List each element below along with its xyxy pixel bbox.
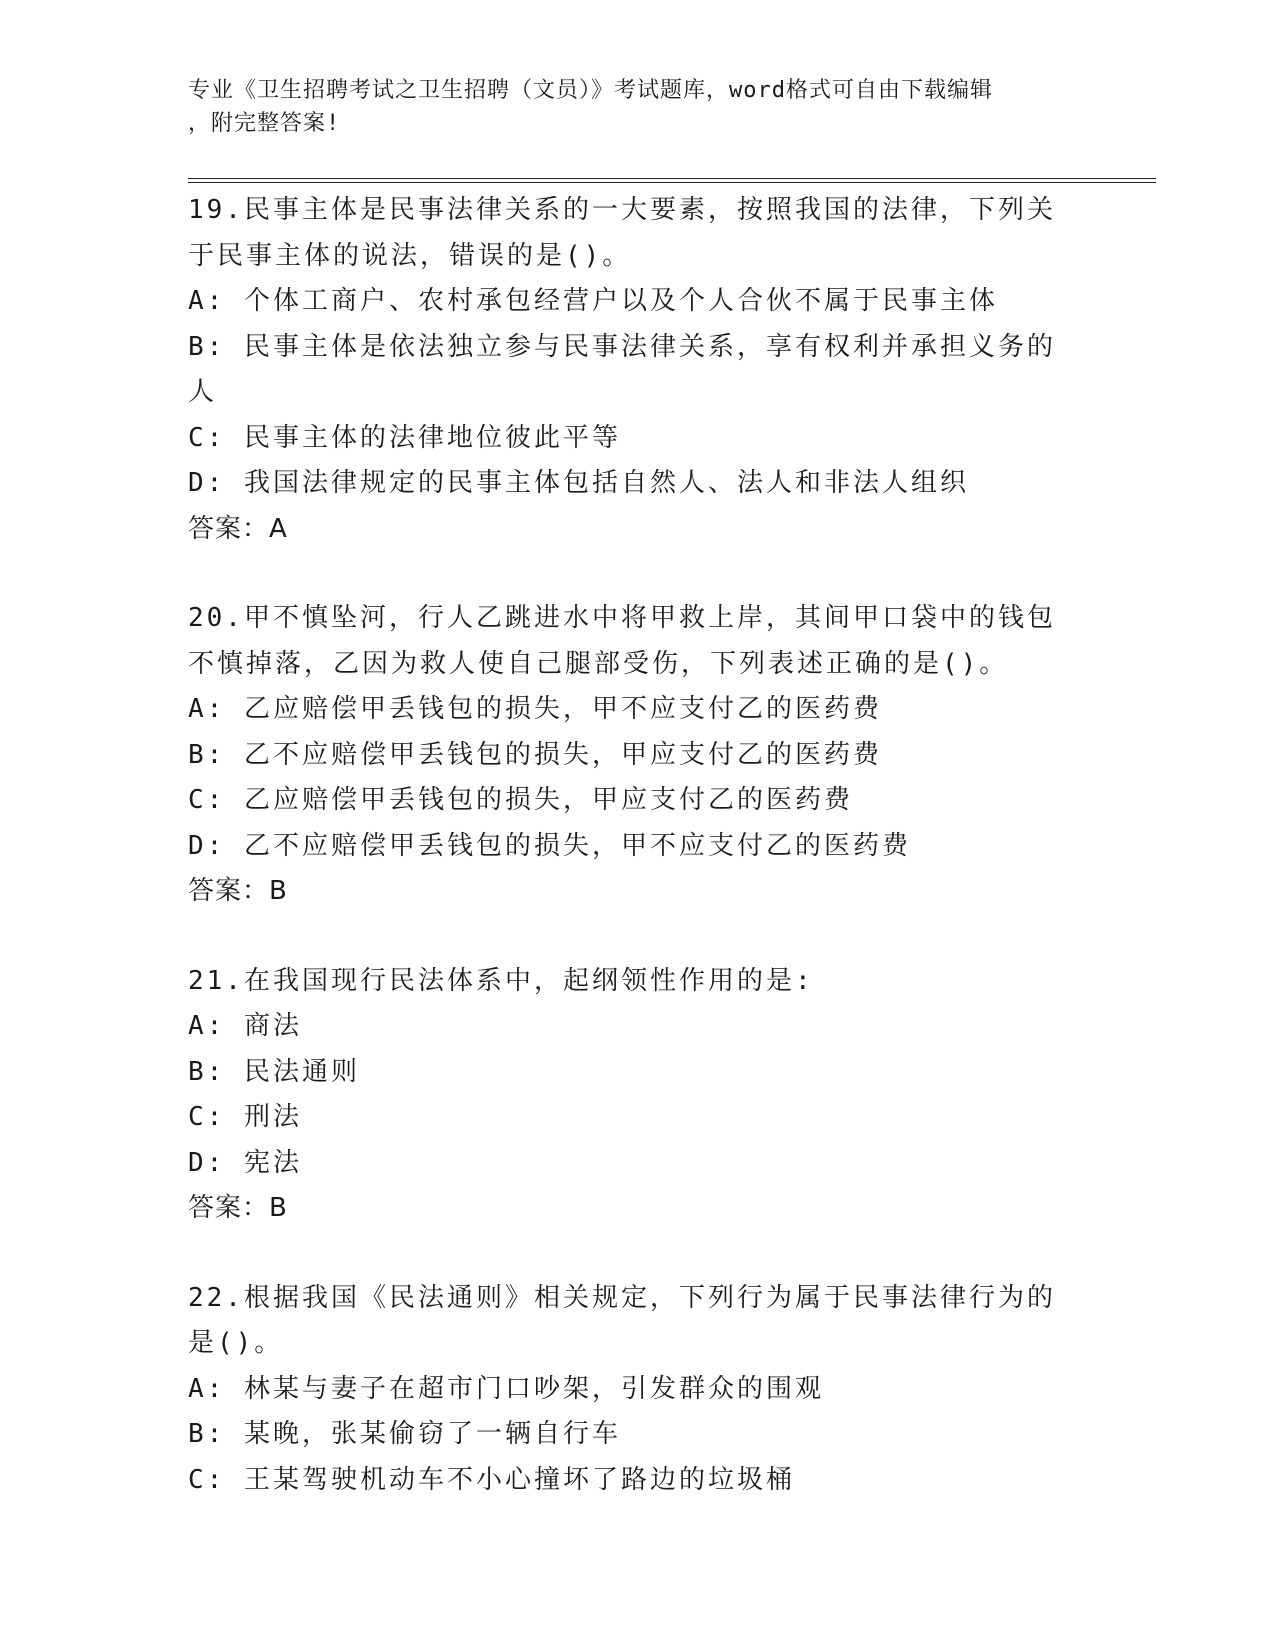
page-header [188,74,1068,140]
option-b: B: 某晚，张某偷窃了一辆自行车 [188,1419,621,1449]
question-list [188,188,1068,1547]
option-b: B: 民事主体是依法独立参与民事法律关系，享有权利并承担义务的人 [188,331,1056,407]
question-22 [188,1276,1068,1504]
option-c: C: 刑法 [188,1102,302,1132]
question-stem: 22.根据我国《民法通则》相关规定，下列行为属于民事法律行为的是()。 [188,1282,1056,1358]
question-stem: 21.在我国现行民法体系中，起纲领性作用的是: [188,965,814,996]
option-a: A: 商法 [188,1011,302,1041]
option-b: B: 乙不应赔偿甲丢钱包的损失，甲应支付乙的医药费 [188,739,882,770]
option-d: D: 宪法 [188,1147,302,1178]
question-20 [188,596,1068,915]
header-line-2: ，附完整答案! [188,111,341,136]
option-c: C: 乙应赔偿甲丢钱包的损失，甲应支付乙的医药费 [188,785,853,815]
option-a: A: 个体工商户、农村承包经营户以及个人合伙不属于民事主体 [188,286,998,316]
option-d: D: 乙不应赔偿甲丢钱包的损失，甲不应支付乙的医药费 [188,830,911,861]
option-a: A: 乙应赔偿甲丢钱包的损失，甲不应支付乙的医药费 [188,694,882,724]
question-stem: 20.甲不慎坠河，行人乙跳进水中将甲救上岸，其间甲口袋中的钱包不慎掉落，乙因为救人使自己腿部受伤，下列表述正确的是()。 [188,603,1056,679]
question-19 [188,188,1068,552]
option-c: C: 王某驾驶机动车不小心撞坏了路边的垃圾桶 [188,1464,795,1495]
answer: 答案：B [188,876,288,906]
option-c: C: 民事主体的法律地位彼此平等 [188,422,621,453]
answer: 答案：B [188,1193,288,1223]
question-21 [188,959,1068,1232]
header-divider [188,178,1156,183]
option-b: B: 民法通则 [188,1056,360,1087]
option-d: D: 我国法律规定的民事主体包括自然人、法人和非法人组织 [188,468,969,498]
header-line-1: 专业《卫生招聘考试之卫生招聘（文员）》考试题库，word格式可自由下载编辑 [188,78,993,103]
option-a: A: 林某与妻子在超市门口吵架，引发群众的围观 [188,1373,824,1404]
answer: 答案：A [188,513,288,544]
question-stem: 19.民事主体是民事法律关系的一大要素，按照我国的法律，下列关于民事主体的说法，错误的是()。 [188,195,1056,271]
